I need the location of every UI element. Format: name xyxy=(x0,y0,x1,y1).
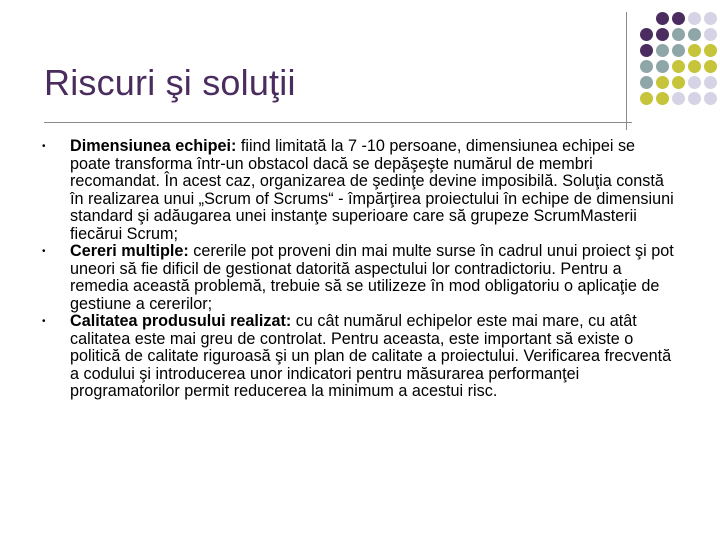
decorative-dot xyxy=(640,60,653,73)
decorative-dot xyxy=(640,76,653,89)
decorative-dot xyxy=(704,76,717,89)
decorative-dot xyxy=(672,60,685,73)
decorative-dot xyxy=(656,92,669,105)
decorative-dot xyxy=(688,92,701,105)
decorative-dot xyxy=(656,44,669,57)
decorative-dot xyxy=(640,92,653,105)
decorative-dot xyxy=(640,44,653,57)
decorative-dot xyxy=(704,92,717,105)
bullet-text: fiind limitată la 7 -10 persoane, dimensiunea echipei se poate transforma într-un obstacol dacă se depăşeşte numărul de membri recomandat. În acest caz, organizarea de şedinţe devine imposibilă. Soluţia constă în realizarea unui „Scrum of Scrums“ - împărţirea proiectului în echipe de dimensiuni standard şi adăugarea unei instanţe superioare care să grupeze ScrumMasterii fiecărui Scrum; xyxy=(70,137,674,243)
bullet-lead: Cereri multiple: xyxy=(70,242,189,260)
bullet-item xyxy=(42,138,678,243)
bullet-text: cererile pot proveni din mai multe surse în cadrul unui proiect şi pot uneori să fie dificil de gestionat datorită aspectului lor contradictoriu. Pentru a remedia această problemă, trebuie să se utilizeze în mod obligatoriu o aplicaţie de gestiune a cererilor; xyxy=(70,242,674,313)
bullet-item xyxy=(42,243,678,313)
decorative-dot xyxy=(672,12,685,25)
decorative-dot xyxy=(640,28,653,41)
bullet-item xyxy=(42,313,678,401)
decorative-dot xyxy=(672,44,685,57)
decorative-dot xyxy=(688,44,701,57)
decorative-dot xyxy=(688,60,701,73)
decorative-dot xyxy=(672,92,685,105)
bullet-list xyxy=(42,138,678,401)
decorative-dot xyxy=(656,12,669,25)
decorative-dot xyxy=(688,12,701,25)
bullet-marker: • xyxy=(42,316,46,327)
bullet-lead: Dimensiunea echipei: xyxy=(70,137,237,155)
decorative-dot xyxy=(704,60,717,73)
decorative-dot xyxy=(672,28,685,41)
decorative-dot xyxy=(672,76,685,89)
title-underline xyxy=(44,122,632,123)
bullet-marker: • xyxy=(42,141,46,152)
bullet-lead: Calitatea produsului realizat: xyxy=(70,312,292,330)
decorative-dot xyxy=(704,28,717,41)
slide-title: Riscuri şi soluţii xyxy=(44,62,296,103)
decorative-dot xyxy=(704,12,717,25)
bullet-text: cu cât numărul echipelor este mai mare, cu atât calitatea este mai greu de controlat. Pentru aceasta, este important să existe o politică de calitate riguroasă şi un plan de calitate a proiectului. Verificarea frecventă a codului şi introducerea unor indicatori pentru măsurarea performanţei programatorilor permit reducerea la minimum a acestui risc. xyxy=(70,312,672,400)
bullet-marker: • xyxy=(42,246,46,257)
decorative-dot xyxy=(656,28,669,41)
decorative-dot xyxy=(688,28,701,41)
decorative-dot xyxy=(656,76,669,89)
decorative-dot xyxy=(704,44,717,57)
decorative-dot xyxy=(656,60,669,73)
decorative-dot xyxy=(688,76,701,89)
vertical-divider xyxy=(626,12,627,130)
